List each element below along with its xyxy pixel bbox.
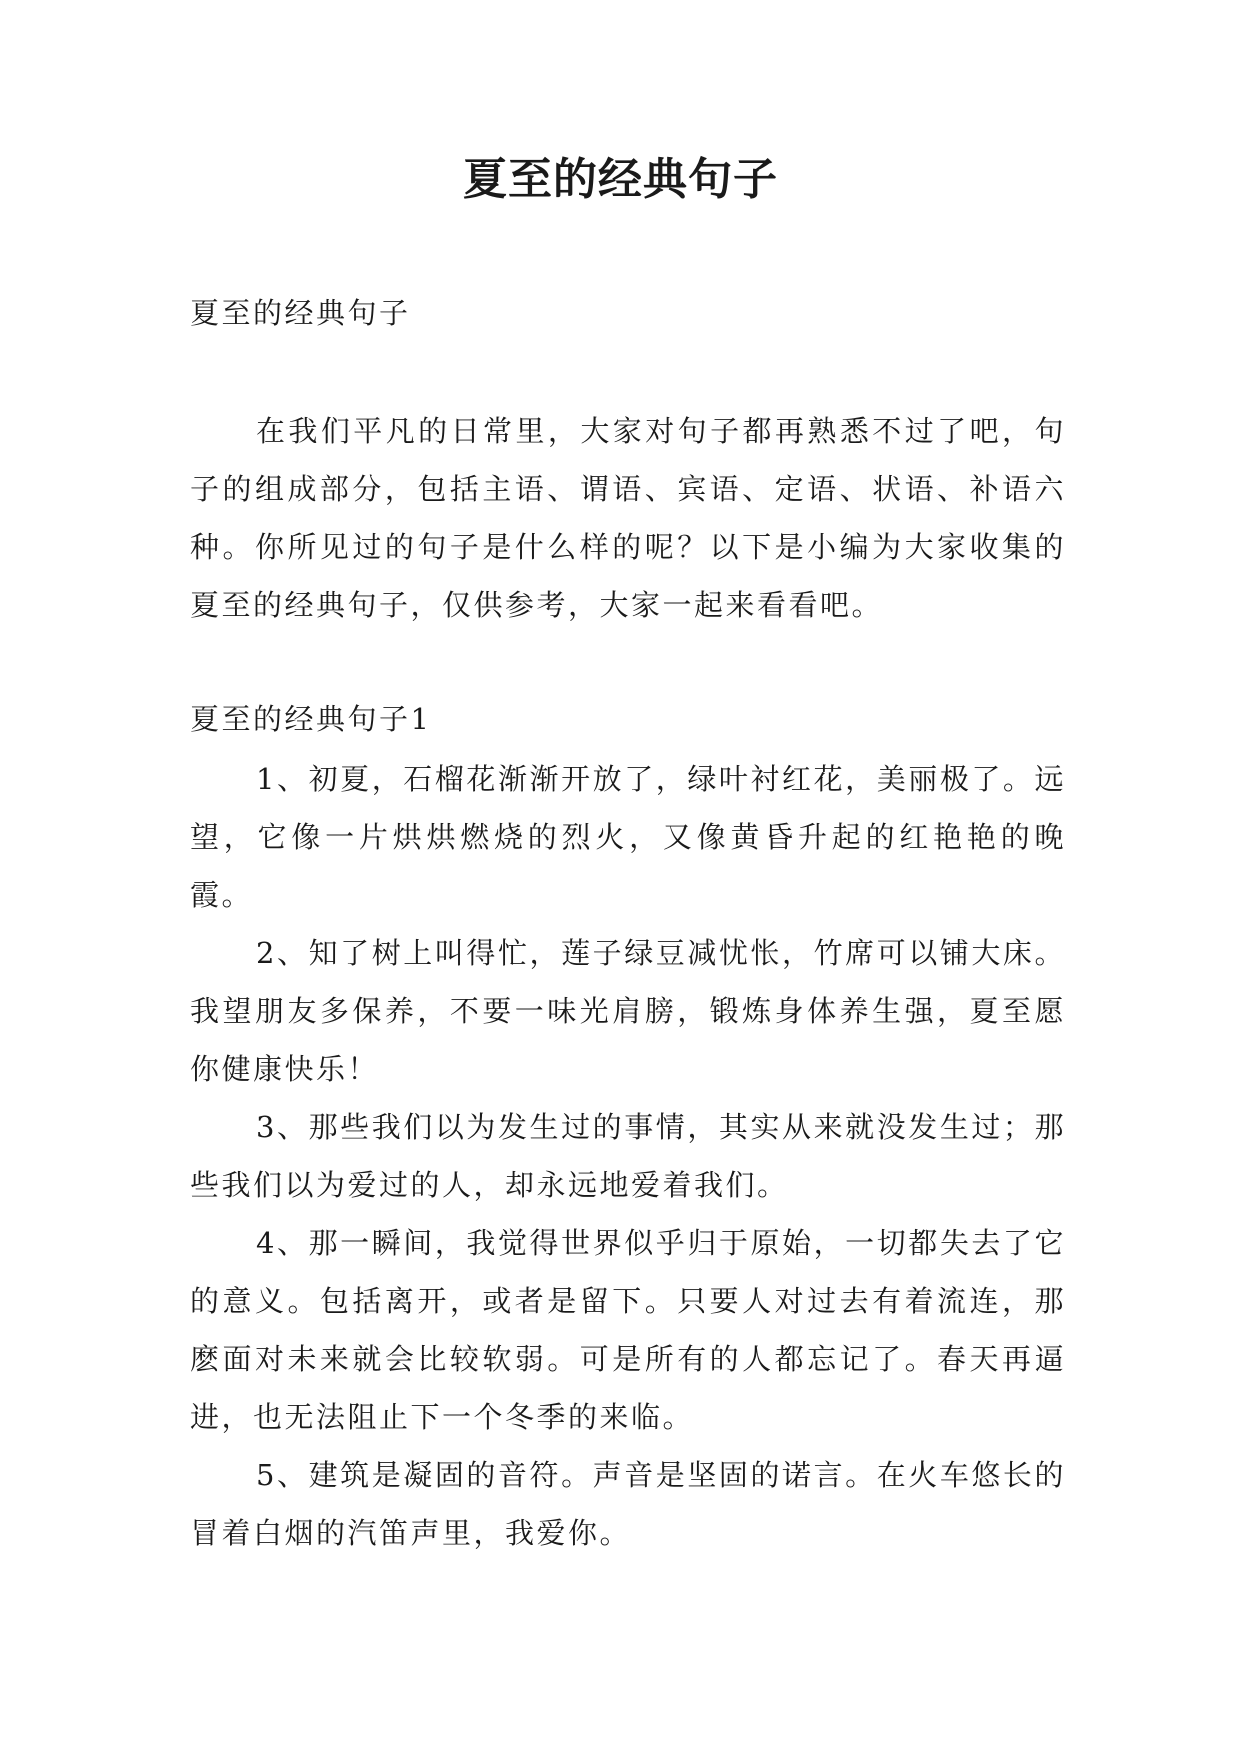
document-subtitle: 夏至的经典句子 (190, 296, 411, 330)
section-heading: 夏至的经典句子1 (190, 702, 432, 736)
sentence-item: 3、那些我们以为发生过的事情，其实从来就没发生过；那些我们以为爱过的人，却永远地爱着我们。 (190, 1110, 1066, 1202)
sentence-item: 1、初夏，石榴花渐渐开放了，绿叶衬红花，美丽极了。远望，它像一片烘烘燃烧的烈火，又像黄昏升起的红艳艳的晚霞。 (190, 762, 1066, 912)
intro-paragraph: 在我们平凡的日常里，大家对句子都再熟悉不过了吧，句子的组成部分，包括主语、谓语、宾语、定语、状语、补语六种。你所见过的句子是什么样的呢？以下是小编为大家收集的夏至的经典句子，仅供参考，大家一起来看看吧。 (190, 414, 1066, 622)
sentence-list (190, 750, 1066, 1562)
sentence-item: 4、那一瞬间，我觉得世界似乎归于原始，一切都失去了它的意义。包括离开，或者是留下。只要人对过去有着流连，那麽面对未来就会比较软弱。可是所有的人都忘记了。春天再逼进，也无法阻止下一个冬季的来临。 (190, 1226, 1066, 1434)
sentence-item: 5、建筑是凝固的音符。声音是坚固的诺言。在火车悠长的冒着白烟的汽笛声里，我爱你。 (190, 1458, 1066, 1550)
sentence-item: 2、知了树上叫得忙，莲子绿豆减忧怅，竹席可以铺大床。我望朋友多保养，不要一味光肩膀，锻炼身体养生强，夏至愿你健康快乐！ (190, 936, 1066, 1086)
document-title: 夏至的经典句子 (463, 154, 778, 205)
